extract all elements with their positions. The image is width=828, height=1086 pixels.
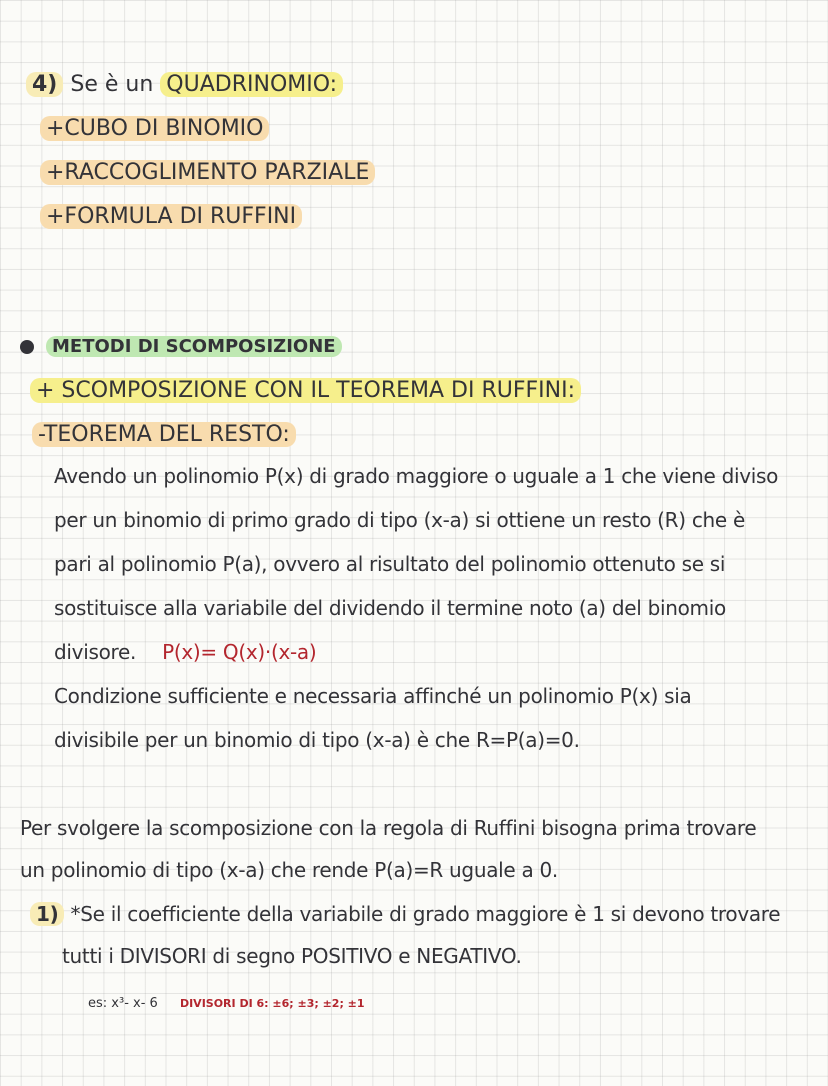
metodi-title [46,336,342,358]
quadrinomio-item-1 [40,116,269,142]
intro-line-1: Per svolgere la scomposizione con la regola di Ruffini bisogna prima trovare [20,816,757,840]
ruffini-heading [30,378,581,404]
quadrinomio-item-3 [40,204,302,230]
ruffini-heading-text: + SCOMPOSIZIONE CON IL TEOREMA DI RUFFINI: [30,378,581,403]
paragraph-line-3: pari al polinomio P(a), ovvero al risultato del polinomio ottenuto se si [54,552,726,576]
step-number-1: 1) [30,902,64,926]
step-text: *Se il coefficiente della variabile di grado maggiore è 1 si devono trovare [70,902,781,926]
quadrinomio-item-2 [40,160,375,186]
resto-heading-text: -TEOREMA DEL RESTO: [32,422,296,447]
metodi-title-text: METODI DI SCOMPOSIZIONE [46,336,342,357]
bullet-dot-icon [20,340,34,354]
divisors-list: DIVISORI DI 6: ±6; ±3; ±2; ±1 [179,997,365,1010]
example-line [88,996,365,1012]
quadrinomio-heading [26,72,343,98]
item-text: +CUBO DI BINOMIO [40,116,269,141]
step-line-2: tutti i DIVISORI di segno POSITIVO e NEGATIVO. [62,944,522,968]
divisore-line [54,640,316,664]
divisore-word: divisore. [54,640,137,664]
step-number-4: 4) [26,72,63,97]
item-text: +FORMULA DI RUFFINI [40,204,302,229]
example-expression: es: x³- x- 6 [88,996,158,1011]
quadrinomio-highlight: QUADRINOMIO: [160,72,343,97]
item-text: +RACCOGLIMENTO PARZIALE [40,160,375,185]
paragraph-line-4: sostituisce alla variabile del dividendo il termine noto (a) del binomio [54,596,726,620]
quadrinomio-intro-text: Se è un [70,72,154,97]
formula-text: P(x)= Q(x)·(x-a) [162,640,317,664]
step-line-1 [30,902,780,926]
condition-line-1: Condizione sufficiente e necessaria affinché un polinomio P(x) sia [54,684,692,708]
intro-line-2: un polinomio di tipo (x-a) che rende P(a)=R uguale a 0. [20,858,558,882]
paragraph-line-1: Avendo un polinomio P(x) di grado maggiore o uguale a 1 che viene diviso [54,464,779,488]
paragraph-line-2: per un binomio di primo grado di tipo (x-a) si ottiene un resto (R) che è [54,508,745,532]
condition-line-2: divisibile per un binomio di tipo (x-a) è che R=P(a)=0. [54,728,580,752]
resto-heading [32,422,296,448]
